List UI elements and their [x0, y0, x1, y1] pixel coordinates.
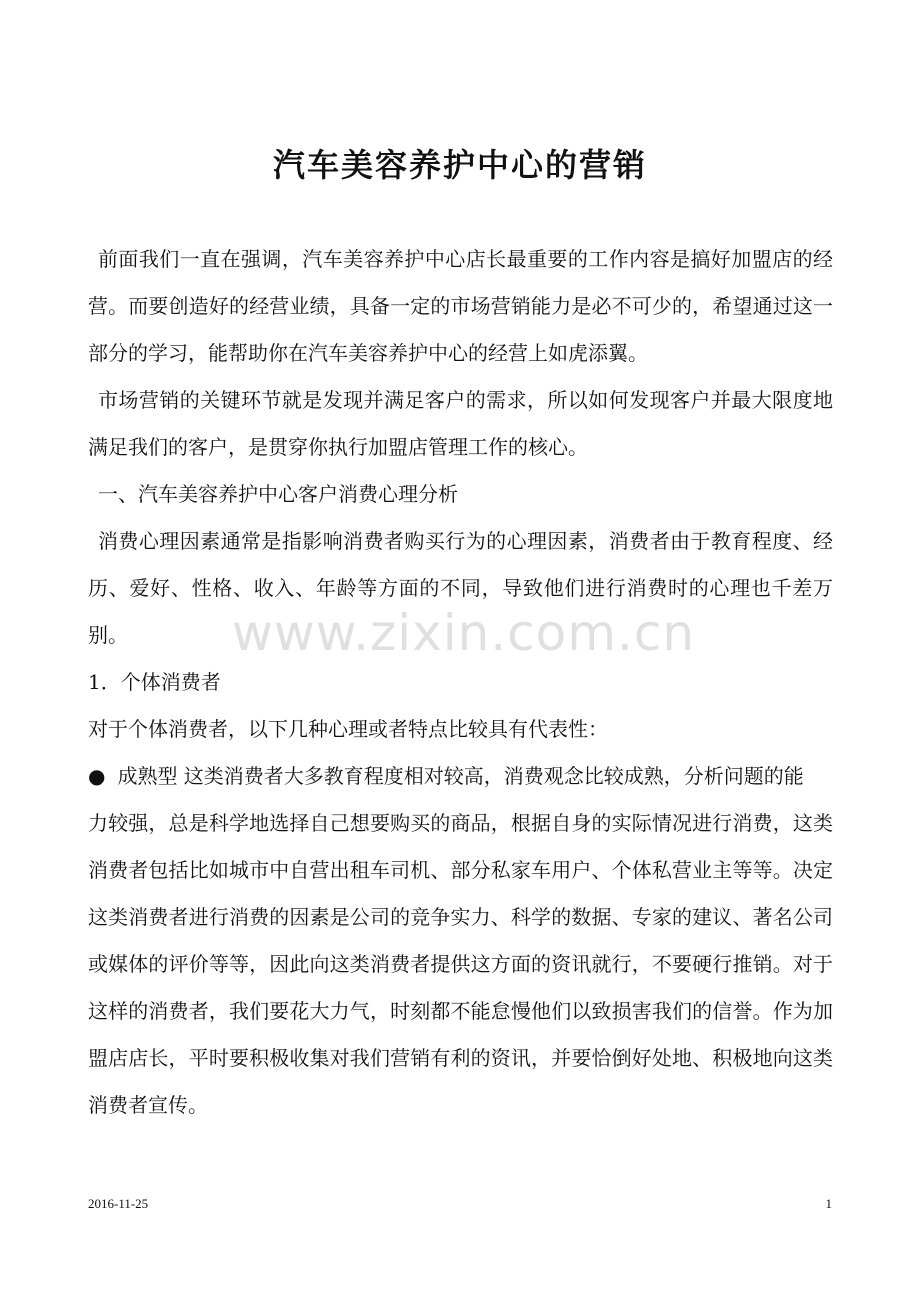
- paragraph-mature-detail: 力较强，总是科学地选择自己想要购买的商品，根据自身的实际情况进行消费，这类消费者包括比如城市中自营出租车司机、部分私家车用户、个体私营业主等等。决定这类消费者进行消费的因素是公司的竞争实力、科学的数据、专家的建议、著名公司或媒体的评价等等，因此向这类消费者提供这方面的资讯就行，不要硬行推销。对于这样的消费者，我们要花大力气，时刻都不能怠慢他们以致损害我们的信誉。作为加盟店店长，平时要积极收集对我们营销有利的资讯，并要恰倒好处地、积极地向这类消费者宣传。: [88, 811, 833, 1117]
- footer-date: 2016-11-25: [88, 1196, 149, 1211]
- footer-page-number: 1: [825, 1196, 832, 1211]
- paragraph-marketing-key: 市场营销的关键环节就是发现并满足客户的需求，所以如何发现客户并最大限度地满足我们的客户，是贯穿你执行加盟店管理工作的核心。: [88, 388, 833, 459]
- section-heading-1: 一、汽车美容养护中心客户消费心理分析: [98, 482, 458, 506]
- document-body: [88, 236, 833, 1129]
- subsection-heading-individual: 1．个体消费者: [88, 670, 221, 694]
- paragraph-intro: 前面我们一直在强调，汽车美容养护中心店长最重要的工作内容是搞好加盟店的经营。而要创造好的经营业绩，具备一定的市场营销能力是必不可少的，希望通过这一部分的学习，能帮助你在汽车美容养护中心的经营上如虎添翼。: [88, 247, 833, 365]
- paragraph-individual-intro: 对于个体消费者，以下几种心理或者特点比较具有代表性：: [88, 717, 608, 741]
- watermark: www.zixin.com.cn: [232, 604, 696, 662]
- bullet-text: 成熟型 这类消费者大多教育程度相对较高，消费观念比较成熟，分析问题的能: [117, 764, 804, 788]
- paragraph-consumer-psychology: 消费心理因素通常是指影响消费者购买行为的心理因素，消费者由于教育程度、经历、爱好、性格、收入、年龄等方面的不同，导致他们进行消费时的心理也千差万别。: [88, 529, 833, 647]
- document-title: 汽车美容养护中心的营销: [272, 146, 647, 184]
- bullet-icon: ●: [88, 764, 106, 788]
- bullet-item-mature: [88, 753, 833, 800]
